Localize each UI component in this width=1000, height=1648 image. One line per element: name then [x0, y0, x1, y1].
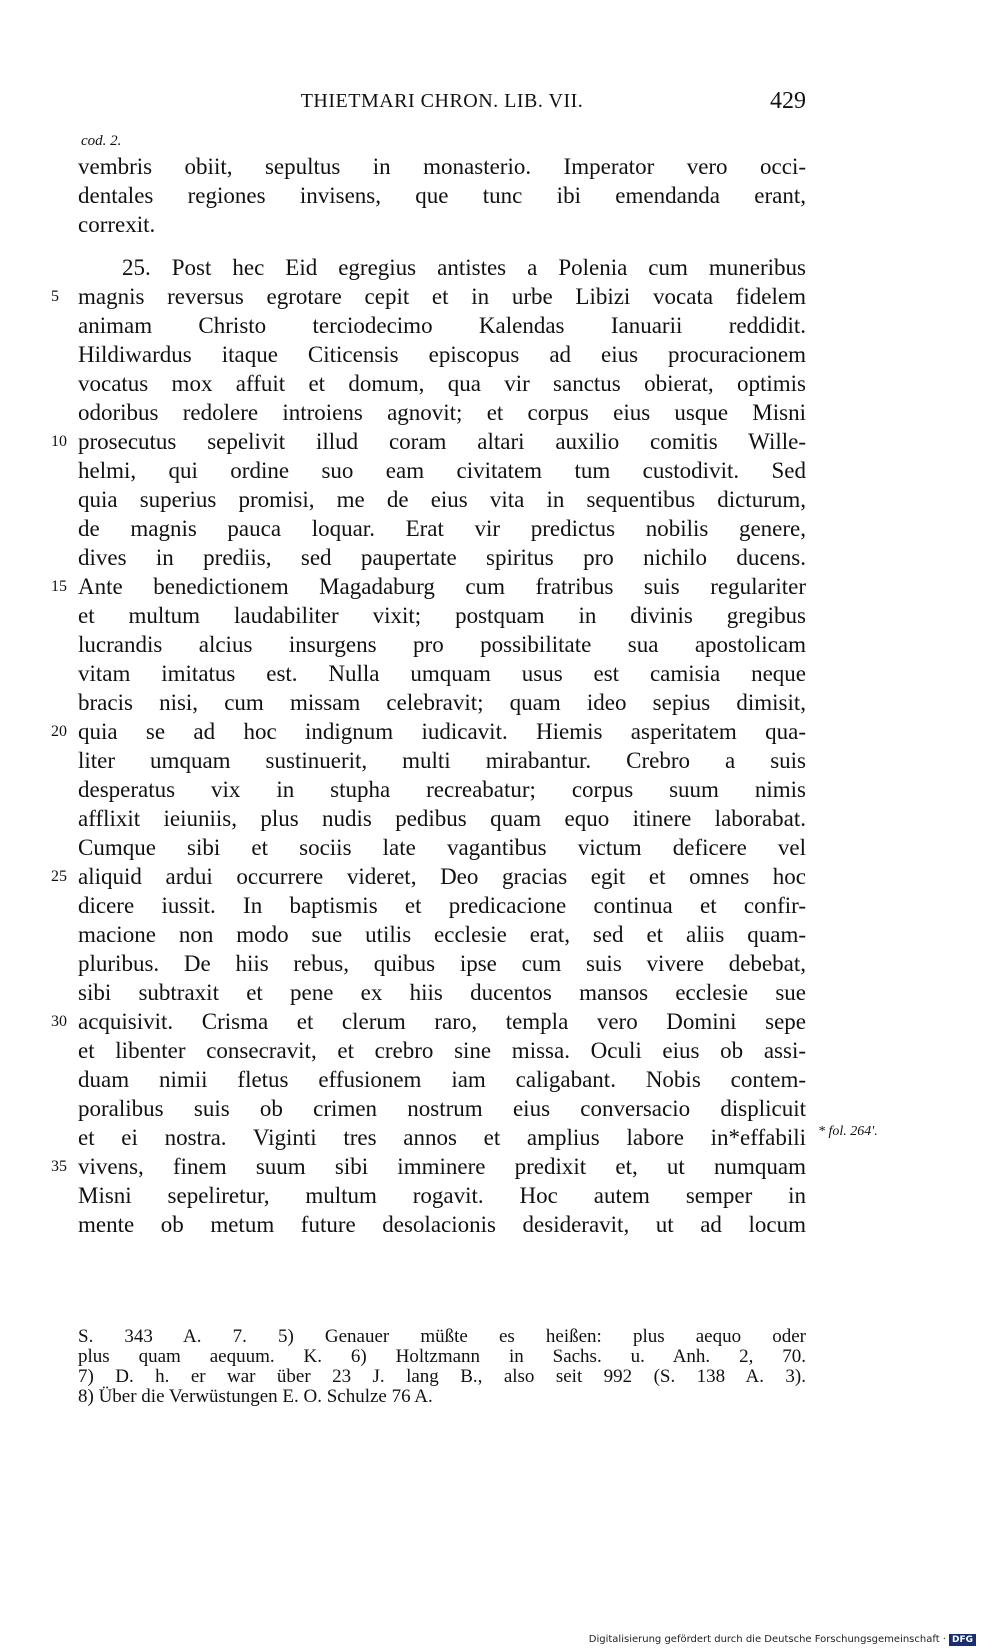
text-line	[78, 1065, 806, 1094]
line-text: animam Christo terciodecimo Kalendas Ianuarii reddidit.	[78, 313, 806, 338]
line-text: Hildiwardus itaque Citicensis episcopus ad eius procuracionem	[78, 342, 806, 367]
line-text: dicere iussit. In baptismis et predicacione continua et confir-	[78, 893, 806, 918]
digitization-credit	[589, 1634, 976, 1646]
line-text: et ei nostra. Viginti tres annos et amplius labore in*effabili	[78, 1125, 806, 1150]
text-line	[78, 369, 806, 398]
line-text: vembris obiit, sepultus in monasterio. Imperator vero occi-	[78, 154, 806, 179]
footnote-line: S. 343 A. 7. 5) Genauer müßte es heißen: plus aequo oder	[78, 1326, 806, 1347]
text-line	[78, 514, 806, 543]
line-text: helmi, qui ordine suo eam civitatem tum custodivit. Sed	[78, 458, 806, 483]
text-line	[51, 862, 806, 891]
page-number: 429	[770, 88, 806, 114]
line-text: et multum laudabiliter vixit; postquam in divinis gregibus	[78, 603, 806, 628]
line-text: quia se ad hoc indignum iudicavit. Hiemis asperitatem qua-	[78, 719, 806, 744]
line-number: 10	[51, 433, 67, 450]
footnote-line: 8) Über die Verwüstungen E. O. Schulze 76 A.	[78, 1386, 433, 1407]
text-line	[51, 572, 806, 601]
line-text: afflixit ieiuniis, plus nudis pedibus quam equo itinere laborabat.	[78, 806, 806, 831]
line-text: aliquid ardui occurrere videret, Deo gracias egit et omnes hoc	[78, 864, 806, 889]
line-text: vitam imitatus est. Nulla umquam usus est camisia neque	[78, 661, 806, 686]
text-line	[78, 210, 806, 239]
text-line	[78, 891, 806, 920]
line-text: prosecutus sepelivit illud coram altari auxilio comitis Wille-	[78, 429, 806, 454]
text-line	[78, 1094, 806, 1123]
text-line	[78, 920, 806, 949]
line-text: liter umquam sustinuerit, multi mirabantur. Crebro a suis	[78, 748, 806, 773]
text-line	[78, 1123, 806, 1152]
text-line	[78, 775, 806, 804]
running-title: THIETMARI CHRON. LIB. VII.	[300, 90, 584, 112]
text-line	[78, 601, 806, 630]
line-text: Misni sepeliretur, multum rogavit. Hoc autem semper in	[78, 1183, 806, 1208]
line-text: Cumque sibi et sociis late vagantibus victum deficere vel	[78, 835, 806, 860]
text-line	[78, 398, 806, 427]
line-text: acquisivit. Crisma et clerum raro, templa vero Domini sepe	[78, 1009, 806, 1034]
line-text: bracis nisi, cum missam celebravit; quam ideo sepius dimisit,	[78, 690, 806, 715]
text-line	[78, 311, 806, 340]
line-text: duam nimii fletus effusionem iam caligabant. Nobis contem-	[78, 1067, 806, 1092]
footnote-line: 7) D. h. er war über 23 J. lang B., also seit 992 (S. 138 A. 3).	[78, 1366, 806, 1387]
main-text	[51, 152, 806, 1239]
line-text: dives in prediis, sed paupertate spiritus pro nichilo ducens.	[78, 545, 806, 570]
line-text: pluribus. De hiis rebus, quibus ipse cum suis vivere debebat,	[78, 951, 806, 976]
line-text: lucrandis alcius insurgens pro possibilitate sua apostolicam	[78, 632, 806, 657]
text-line	[78, 630, 806, 659]
text-line	[78, 1181, 806, 1210]
line-number: 30	[51, 1013, 67, 1030]
line-text: et libenter consecravit, et crebro sine missa. Oculi eius ob assi-	[78, 1038, 806, 1063]
line-text: dentales regiones invisens, que tunc ibi emendanda erant,	[78, 183, 806, 208]
text-line	[78, 659, 806, 688]
text-line	[78, 833, 806, 862]
text-line	[78, 949, 806, 978]
text-line	[51, 717, 806, 746]
line-text: mente ob metum future desolacionis desideravit, ut ad locum	[78, 1212, 806, 1237]
line-number: 35	[51, 1158, 67, 1175]
line-text: odoribus redolere introiens agnovit; et corpus eius usque Misni	[78, 400, 806, 425]
footnote-line: plus quam aequum. K. 6) Holtzmann in Sachs. u. Anh. 2, 70.	[78, 1346, 806, 1367]
line-text: vivens, finem suum sibi imminere predixit et, ut numquam	[78, 1154, 806, 1179]
text-line	[78, 456, 806, 485]
text-line	[78, 485, 806, 514]
credit-text: Digitalisierung gefördert durch die Deutsche Forschungsgemeinschaft ·	[588, 1634, 946, 1645]
line-text: macione non modo sue utilis ecclesie erat, sed et aliis quam-	[78, 922, 806, 947]
line-number: 5	[51, 288, 59, 305]
codex-note: cod. 2.	[81, 133, 122, 149]
footnotes	[78, 1327, 806, 1407]
line-number: 15	[51, 578, 67, 595]
text-line	[78, 1210, 806, 1239]
line-text: vocatus mox affuit et domum, qua vir sanctus obierat, optimis	[78, 371, 806, 396]
line-number: 25	[51, 868, 67, 885]
line-text: Ante benedictionem Magadaburg cum fratribus suis regulariter	[78, 574, 806, 599]
folio-margin-note: * fol. 264'.	[818, 1124, 878, 1139]
text-line	[78, 152, 806, 181]
text-line	[78, 253, 806, 282]
text-line	[51, 427, 806, 456]
line-text: sibi subtraxit et pene ex hiis ducentos mansos ecclesie sue	[78, 980, 806, 1005]
text-line	[78, 543, 806, 572]
text-line	[78, 804, 806, 833]
text-line	[51, 282, 806, 311]
line-text: de magnis pauca loquar. Erat vir predictus nobilis genere,	[78, 516, 806, 541]
line-text: 25. Post hec Eid egregius antistes a Polenia cum muneribus	[122, 255, 806, 280]
line-text: poralibus suis ob crimen nostrum eius conversacio displicuit	[78, 1096, 806, 1121]
text-line	[51, 1152, 806, 1181]
text-line	[78, 181, 806, 210]
text-line	[78, 978, 806, 1007]
text-line	[51, 1007, 806, 1036]
line-text: magnis reversus egrotare cepit et in urbe Libizi vocata fidelem	[78, 284, 806, 309]
line-text: correxit.	[78, 212, 156, 237]
text-line	[78, 746, 806, 775]
line-text: desperatus vix in stupha recreabatur; corpus suum nimis	[78, 777, 806, 802]
running-header	[78, 84, 806, 124]
text-line	[78, 1036, 806, 1065]
line-number: 20	[51, 723, 67, 740]
line-text: quia superius promisi, me de eius vita in sequentibus dicturum,	[78, 487, 806, 512]
text-line	[78, 688, 806, 717]
dfg-logo: DFG	[949, 1634, 976, 1646]
text-line	[78, 340, 806, 369]
